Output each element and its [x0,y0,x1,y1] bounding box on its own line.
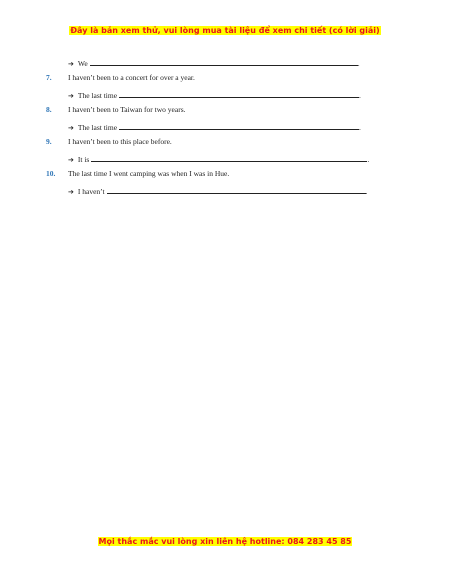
question-number: 10. [46,169,56,178]
answer-end: . [365,187,368,196]
question-number: 8. [46,105,52,114]
preview-notice-text: Đây là bản xem thử, vui lòng mua tài liệu để xem chi tiết (có lời giải) [70,26,380,35]
answer-prefix: I haven’t [77,187,105,196]
question-sentence: The last time I went camping was when I was in Hue. [68,169,230,178]
right-arrow-icon: ➔ [68,92,74,100]
right-arrow-icon: ➔ [68,156,74,164]
right-arrow-icon: ➔ [68,188,74,196]
question-number: 9. [46,137,52,146]
answer-blank[interactable] [91,153,370,164]
question-number: 7. [46,73,52,82]
answer-end: . [359,91,361,100]
answer-prefix: We [77,59,88,68]
answer-prompt [68,89,361,100]
answer-prefix: It is [77,155,90,164]
right-arrow-icon: ➔ [68,124,74,132]
hotline-notice-banner [0,537,450,547]
answer-blank[interactable] [90,57,358,66]
hotline-notice-text: Mọi thắc mắc vui lòng xin liên hệ hotline: 084 283 45 85 [98,537,352,546]
answer-prompt [68,153,369,164]
question-sentence: I haven’t been to a concert for over a year. [68,73,195,82]
answer-end: . [359,123,361,132]
answer-end: . [367,155,370,164]
question-line [0,134,450,150]
question-line [0,166,450,182]
answer-blank[interactable] [119,121,359,130]
answer-line [0,118,450,134]
answer-prompt [68,185,367,196]
exercise-list [0,54,450,198]
answer-prefix: The last time [77,123,118,132]
question-line [0,70,450,86]
answer-blank[interactable] [107,185,366,194]
question-line [0,102,450,118]
right-arrow-icon: ➔ [68,60,74,68]
answer-prompt [68,57,360,68]
answer-prefix: The last time [77,91,118,100]
answer-line [0,182,450,198]
answer-blank[interactable] [119,89,359,98]
answer-line [0,86,450,102]
answer-end: . [357,59,360,68]
question-sentence: I haven’t been to Taiwan for two years. [68,105,186,114]
answer-line [0,54,450,70]
preview-notice-banner [0,26,450,36]
answer-prompt [68,121,361,132]
answer-line [0,150,450,166]
question-sentence: I haven’t been to this place before. [68,137,172,146]
